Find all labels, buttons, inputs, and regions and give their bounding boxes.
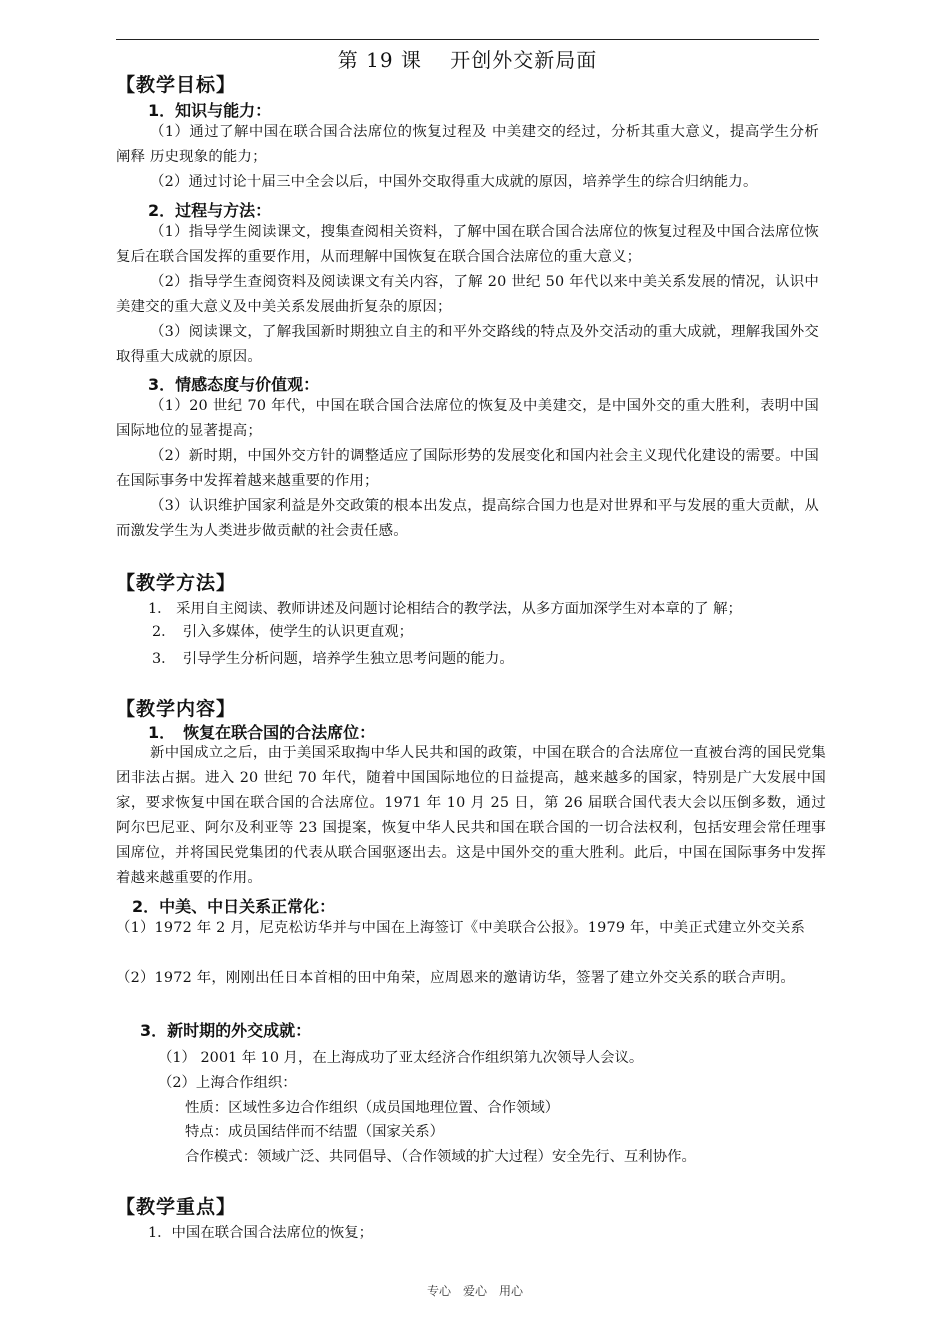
process-item-1: （1）指导学生阅读课文，搜集查阅相关资料，了解中国在联合国合法席位的恢复过程及中国合法席位恢复后在联合国发挥的重要作用，从而理解中国恢复在联合国合法席位的重大意义； <box>116 224 819 265</box>
knowledge-heading: 1．知识与能力： <box>148 101 272 120</box>
method-item-3: 3． 引导学生分析问题，培养学生独立思考问题的能力。 <box>152 651 514 667</box>
process-item-3: （3）阅读课文，了解我国新时期独立自主的和平外交路线的特点及外交活动的重大成就，理解我国外交取得重大成就的原因。 <box>116 324 819 365</box>
method-item-2: 2． 引入多媒体，使学生的认识更直观； <box>152 624 413 640</box>
header-rule <box>116 39 819 40</box>
objectives-heading: 【教学目标】 <box>116 74 237 96</box>
process-item-2: （2）指导学生查阅资料及阅读课文有关内容，了解 20 世纪 50 年代以来中美关系发展的情况，认识中美建交的重大意义及中美关系发展曲折复杂的原因； <box>116 274 819 315</box>
content-part1-text: 新中国成立之后，由于美国采取掏中华人民共和国的政策，中国在联合的合法席位一直被台湾的国民党集团非法占据。进入 20 世纪 70 年代，随着中国国际地位的日益提高，越来越多的国家，特别是广大发展中国家，要求恢复中国在联合国的合法席位。1971 年 10 月 25 日，第 26 届联合国代表大会以压倒多数，通过阿尔巴尼亚、阿尔及利亚等 23 国提案，恢复中华人民共和国在联合国的一切合法权利，包括安理会常任理事国席位，并将国民党集团的代表从联合国驱逐出去。这是中国外交的重大胜利。此后，中国在国际事务中发挥着越来越重要的作用。 <box>116 745 826 886</box>
content-part3-item-1: （1） 2001 年 10 月，在上海成功了亚太经济合作组织第九次领导人会议。 <box>158 1050 644 1066</box>
values-item-1: （1）20 世纪 70 年代，中国在联合国合法席位的恢复及中美建交，是中国外交的重大胜利，表明中国国际地位的显著提高； <box>116 398 819 439</box>
key-points-heading: 【教学重点】 <box>116 1196 237 1218</box>
knowledge-item-1: （1）通过了解中国在联合国合法席位的恢复过程及 中美建交的经过，分析其重大意义，提高学生分析阐释 历史现象的能力； <box>116 124 819 165</box>
sco-nature: 性质：区域性多边合作组织（成员国地理位置、合作领域） <box>185 1100 560 1116</box>
process-heading: 2．过程与方法： <box>148 201 272 220</box>
sco-feature: 特点：成员国结伴而不结盟（国家关系） <box>185 1124 445 1140</box>
method-item-1: 1． 采用自主阅读、教师讲述及问题讨论相结合的教学法，从多方面加深学生对本章的了 解； <box>148 601 742 617</box>
content-part2-item-2: （2）1972 年，刚刚出任日本首相的田中角荣，应周恩来的邀请访华，签署了建立外交关系的联合声明。 <box>116 970 795 986</box>
content-part1-heading: 1． 恢复在联合国的合法席位： <box>148 723 376 742</box>
page-title: 第 19 课 开创外交新局面 <box>337 48 598 72</box>
key-point-item-1: 1．中国在联合国合法席位的恢复； <box>148 1225 374 1241</box>
values-heading: 3．情感态度与价值观： <box>148 375 320 394</box>
content-part2-item-1: （1）1972 年 2 月，尼克松访华并与中国在上海签订《中美联合公报》。1979 年，中美正式建立外交关系 <box>116 920 806 936</box>
content-part3-item-2: （2）上海合作组织： <box>158 1075 297 1091</box>
values-item-3: （3）认识维护国家利益是外交政策的根本出发点，提高综合国力也是对世界和平与发展的重大贡献，从而激发学生为人类进步做贡献的社会责任感。 <box>116 498 819 539</box>
values-item-2: （2）新时期，中国外交方针的调整适应了国际形势的发展变化和国内社会主义现代化建设的需要。中国在国际事务中发挥着越来越重要的作用； <box>116 448 819 489</box>
content-heading: 【教学内容】 <box>116 698 237 720</box>
methods-heading: 【教学方法】 <box>116 572 237 594</box>
content-part2-heading: 2．中美、中日关系正常化： <box>132 897 336 916</box>
content-part3-heading: 3．新时期的外交成就： <box>140 1021 312 1040</box>
page-footer: 专心 爱心 用心 <box>426 1284 523 1298</box>
sco-cooperation-mode: 合作模式：领域广泛、共同倡导、（合作领域的扩大过程）安全先行、互利协作。 <box>185 1149 696 1165</box>
knowledge-item-2: （2）通过讨论十届三中全会以后，中国外交取得重大成就的原因，培养学生的综合归纳能力。 <box>150 174 758 190</box>
